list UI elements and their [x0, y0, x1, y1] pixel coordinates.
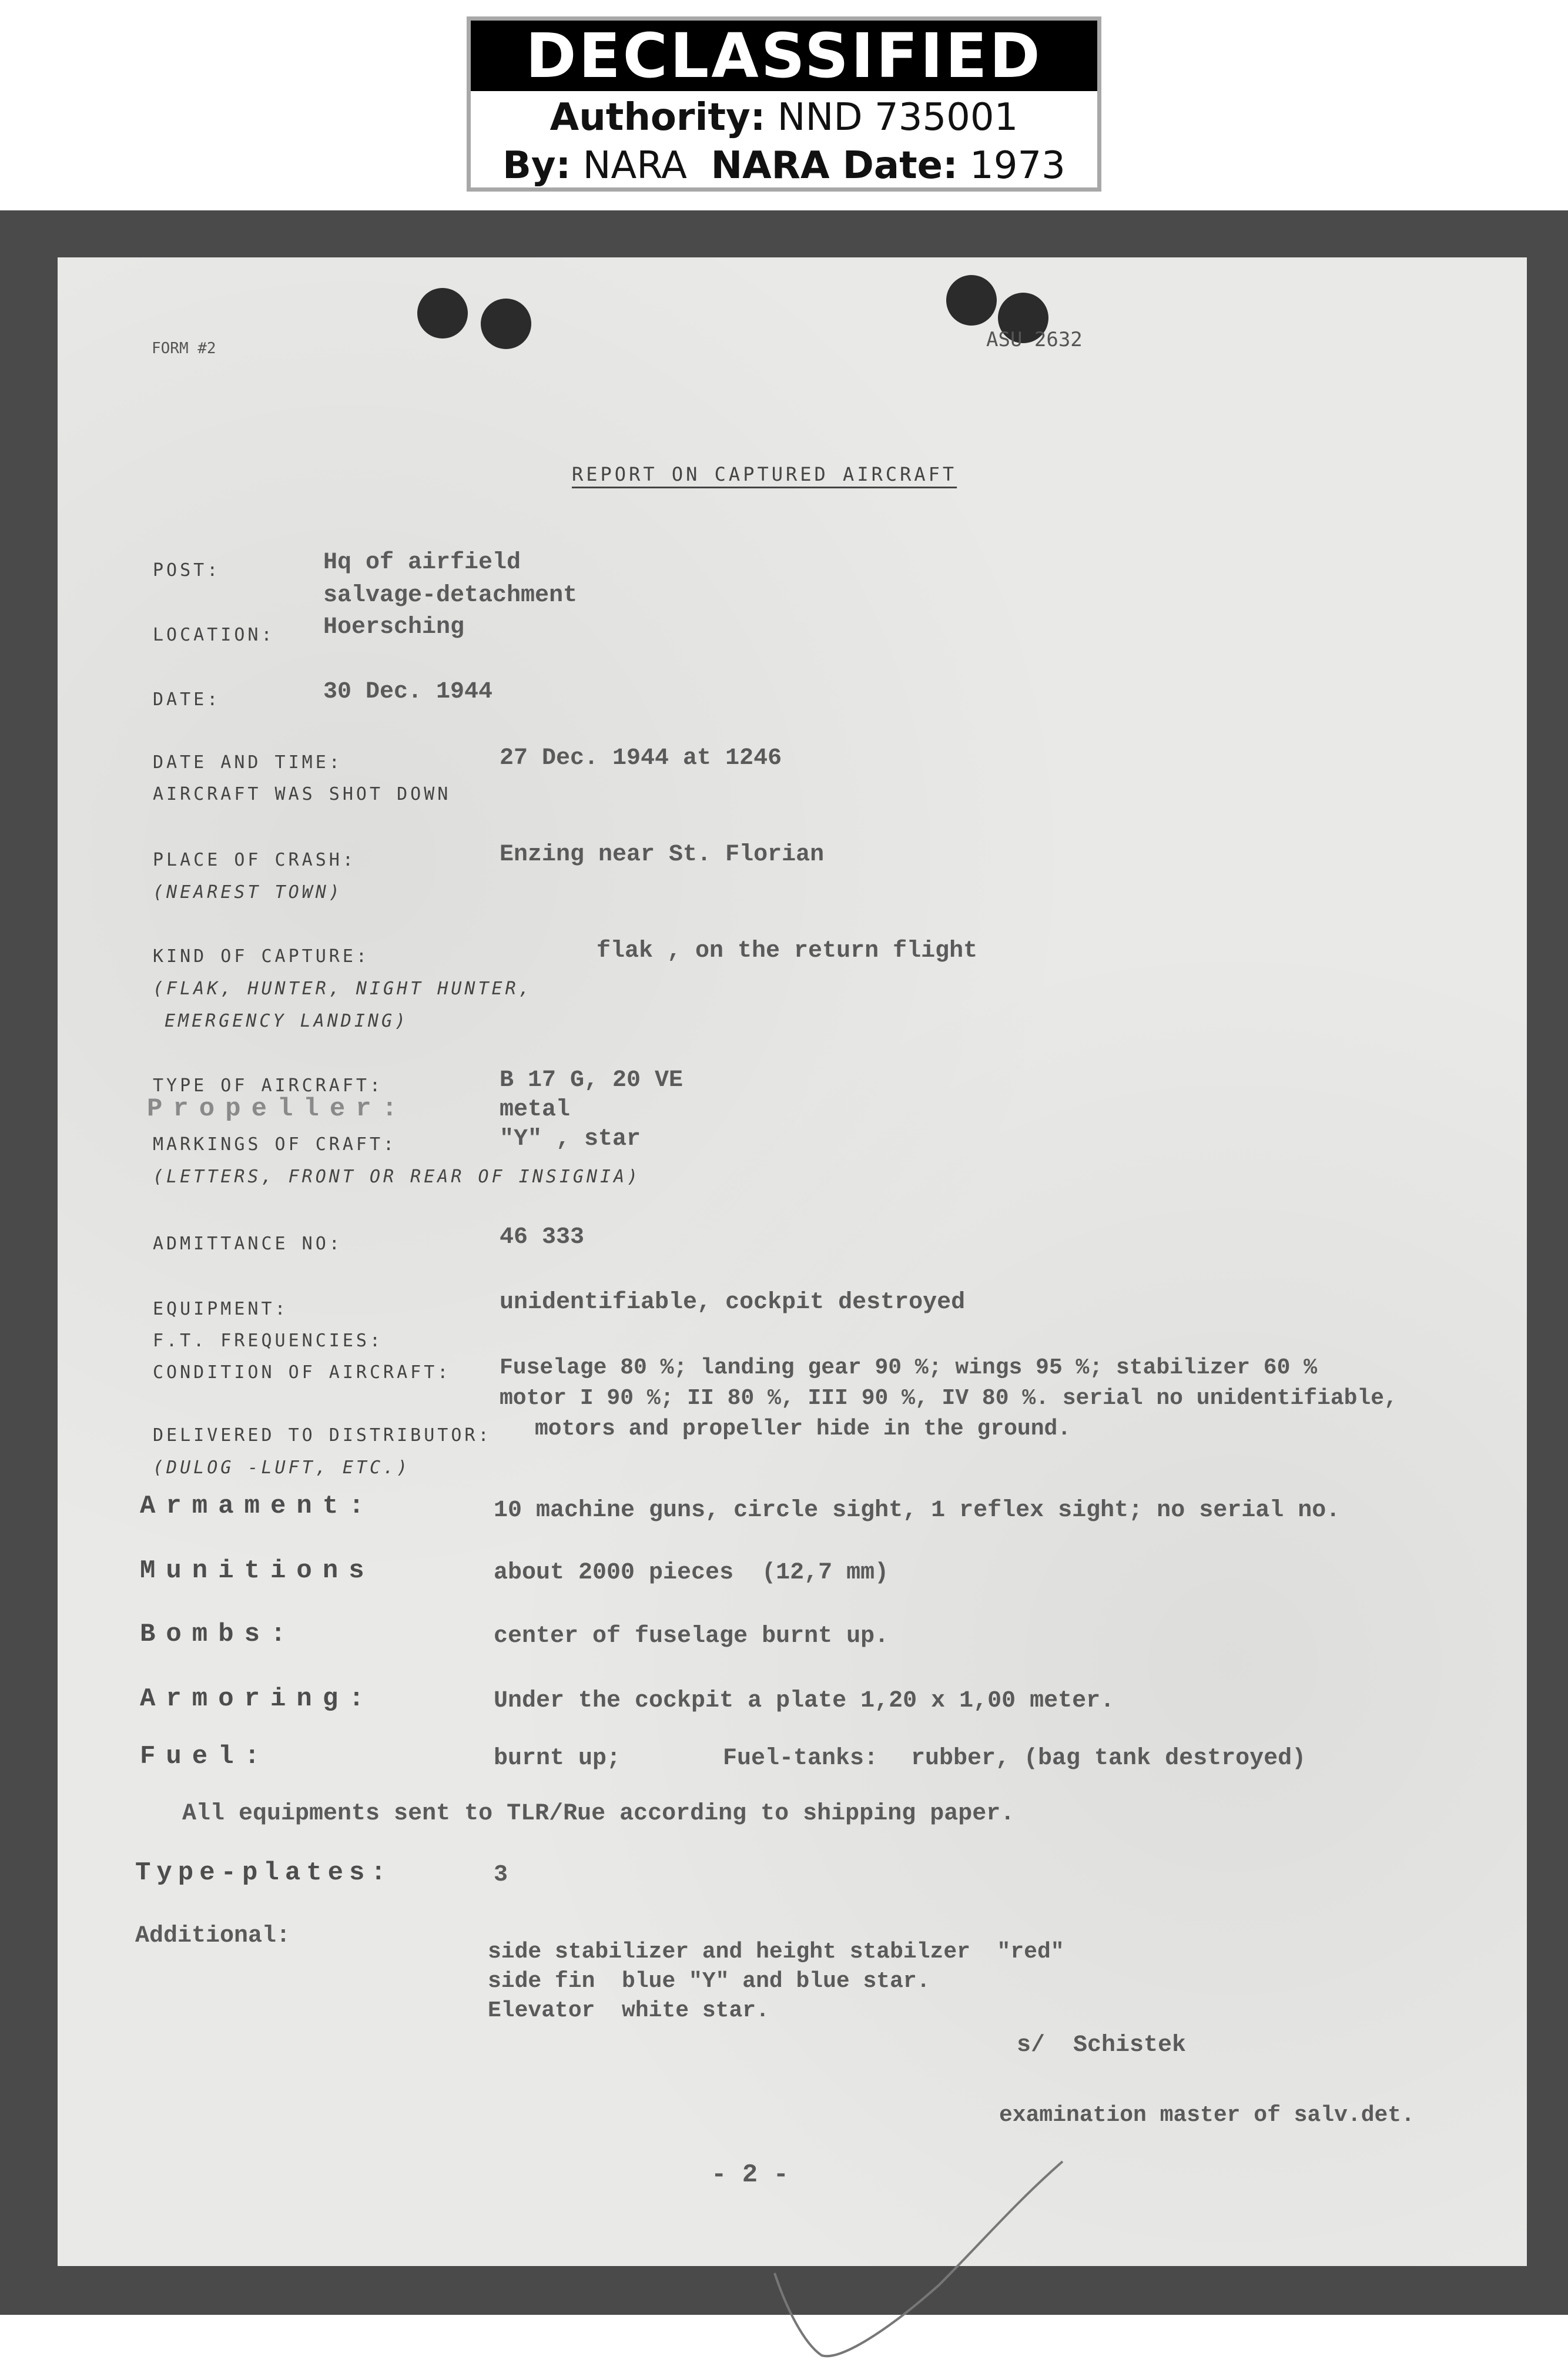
page-number: - 2 - — [711, 2160, 789, 2190]
markings-value: "Y" , star — [500, 1126, 641, 1152]
punch-hole-icon — [946, 275, 997, 326]
stamp-authority-label: Authority: — [550, 96, 766, 139]
fuel-tanks-label: Fuel-tanks: — [723, 1745, 879, 1772]
stamp-date-value: 1973 — [970, 144, 1066, 187]
type-plates-value: 3 — [494, 1862, 508, 1888]
delivered-value: motors and propeller hide in the ground. — [535, 1416, 1071, 1442]
date-value: 30 Dec. 1944 — [323, 679, 493, 705]
fuel-label: Fuel: — [140, 1742, 271, 1771]
stamp-by-line — [471, 144, 1097, 187]
shipping-note: All equipments sent to TLR/Rue according to shipping paper. — [182, 1801, 1015, 1827]
fuel-tanks-value: rubber, (bag tank destroyed) — [911, 1745, 1306, 1772]
frequencies-label: F.T. FREQUENCIES: — [153, 1330, 384, 1351]
armament-value: 10 machine guns, circle sight, 1 reflex sight; no serial no. — [494, 1497, 1341, 1524]
post-value-line2: salvage-detachment — [323, 582, 578, 609]
additional-value-line3: Elevator white star. — [488, 1998, 769, 2023]
delivered-sublabel: (DULOG -LUFT, ETC.) — [153, 1457, 411, 1478]
datetime-value: 27 Dec. 1944 at 1246 — [500, 745, 782, 772]
report-title: REPORT ON CAPTURED AIRCRAFT — [572, 463, 957, 485]
file-number: ASU 2632 — [986, 328, 1083, 351]
location-value: Hoersching — [323, 614, 465, 641]
munitions-label: Munitions — [140, 1556, 375, 1586]
declassified-stamp — [467, 16, 1101, 192]
bombs-value: center of fuselage burnt up. — [494, 1623, 889, 1650]
capture-value: flak , on the return flight — [597, 938, 978, 964]
post-value: Hq of airfield — [323, 549, 521, 576]
type-plates-label: Type-plates: — [135, 1858, 392, 1888]
additional-value-line2: side fin blue "Y" and blue star. — [488, 1969, 930, 1994]
form-number: FORM #2 — [152, 340, 216, 357]
post-label: POST: — [153, 560, 221, 581]
aircraft-type-value: B 17 G, 20 VE — [500, 1067, 684, 1094]
fuel-value: burnt up; — [494, 1745, 621, 1772]
admittance-value: 46 333 — [500, 1224, 585, 1251]
crash-value: Enzing near St. Florian — [500, 842, 825, 868]
admittance-label: ADMITTANCE NO: — [153, 1234, 343, 1254]
stamp-authority-value: NND 735001 — [777, 96, 1018, 139]
condition-value-line2: motor I 90 %; II 80 %, III 90 %, IV 80 %. serial no unidentifiable, — [500, 1386, 1398, 1411]
condition-value: Fuselage 80 %; landing gear 90 %; wings 95 %; stabilizer 60 % — [500, 1355, 1318, 1380]
datetime-label: DATE AND TIME: — [153, 752, 343, 773]
stamp-by-label: By: — [502, 144, 571, 187]
capture-sublabel: (FLAK, HUNTER, NIGHT HUNTER, — [153, 978, 532, 999]
signer-title: examination master of salv.det. — [999, 2103, 1415, 2128]
markings-label: MARKINGS OF CRAFT: — [153, 1134, 397, 1155]
equipment-label: EQUIPMENT: — [153, 1299, 289, 1319]
munitions-value: about 2000 pieces (12,7 mm) — [494, 1560, 889, 1586]
stamp-authority-line — [471, 96, 1097, 139]
datetime-label-line2: AIRCRAFT WAS SHOT DOWN — [153, 784, 451, 805]
armoring-label: Armoring: — [140, 1684, 375, 1714]
crash-sublabel: (NEAREST TOWN) — [153, 882, 343, 903]
equipment-value: unidentifiable, cockpit destroyed — [500, 1289, 966, 1316]
signature-text: s/ Schistek — [1017, 2032, 1187, 2059]
additional-label: Additional: — [135, 1923, 291, 1949]
delivered-label: DELIVERED TO DISTRIBUTOR: — [153, 1425, 492, 1446]
armoring-value: Under the cockpit a plate 1,20 x 1,00 meter. — [494, 1688, 1115, 1714]
markings-sublabel: (LETTERS, FRONT OR REAR OF INSIGNIA) — [153, 1167, 641, 1187]
signature-stroke-icon — [769, 2156, 1074, 2373]
punch-hole-icon — [481, 299, 531, 349]
bombs-label: Bombs: — [140, 1620, 297, 1649]
additional-value: side stabilizer and height stabilzer "red" — [488, 1939, 1064, 1965]
stamp-title: DECLASSIFIED — [471, 21, 1097, 91]
stamp-by-value: NARA — [582, 144, 687, 187]
punch-hole-icon — [417, 288, 468, 338]
capture-sublabel-line2: EMERGENCY LANDING) — [165, 1011, 409, 1031]
capture-label: KIND OF CAPTURE: — [153, 946, 370, 967]
propeller-label: Propeller: — [147, 1094, 408, 1124]
propeller-value: metal — [500, 1097, 571, 1123]
aircraft-type-label: TYPE OF AIRCRAFT: — [153, 1075, 384, 1096]
document-paper — [58, 257, 1527, 2266]
location-label: LOCATION: — [153, 625, 275, 645]
stamp-date-label: NARA Date: — [711, 144, 958, 187]
condition-label: CONDITION OF AIRCRAFT: — [153, 1362, 451, 1383]
scanned-document — [0, 210, 1568, 2315]
crash-label: PLACE OF CRASH: — [153, 850, 356, 870]
date-label: DATE: — [153, 689, 221, 710]
armament-label: Armament: — [140, 1491, 375, 1521]
